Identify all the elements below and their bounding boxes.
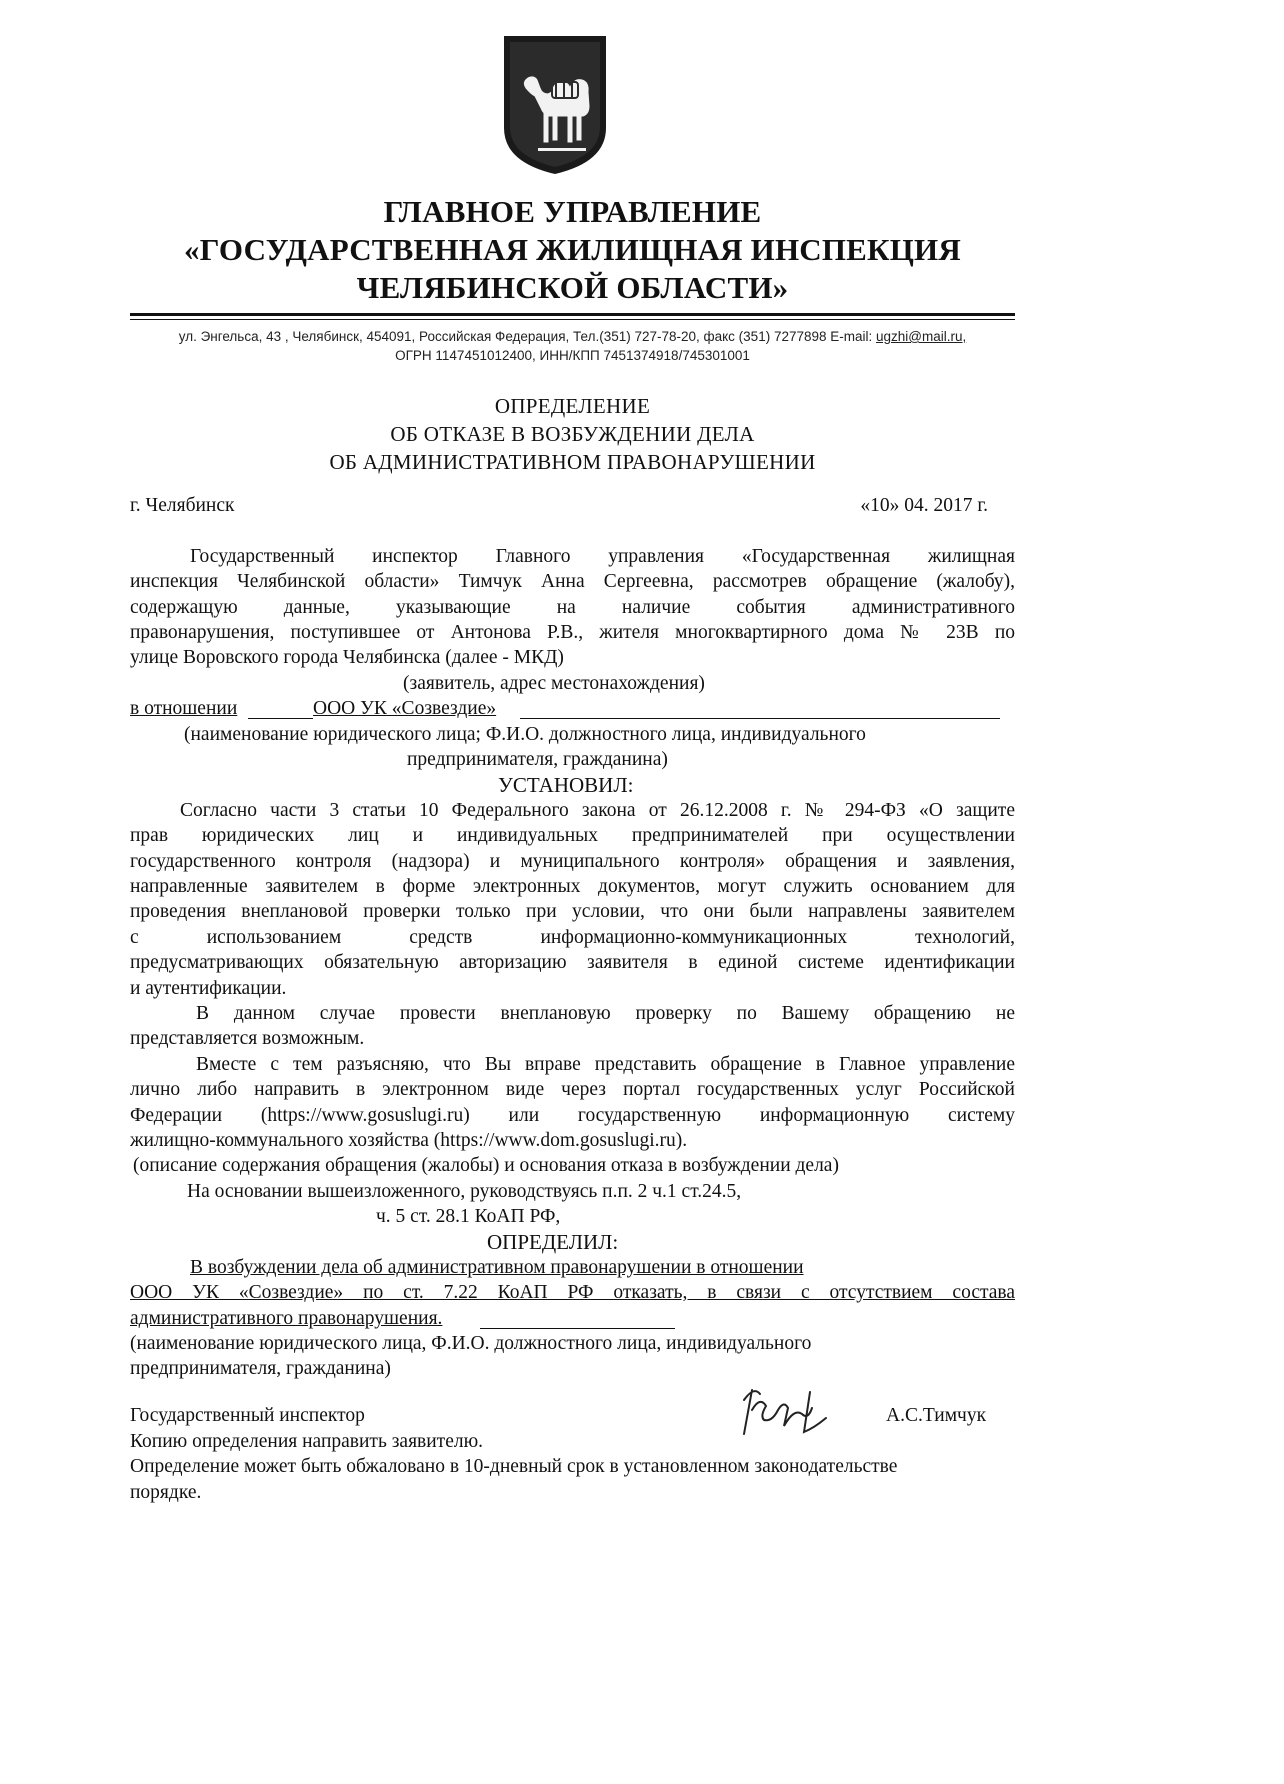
hint-applicant: (заявитель, адрес местонахождения) bbox=[403, 673, 705, 694]
para1-line-5: проведения внеплановой проверки только при условии, что они были направлены заявителем bbox=[130, 901, 1015, 922]
para1-line-6: с использованием средств информационно-коммуникационных технологий, bbox=[130, 927, 1015, 948]
contacts-line-1 bbox=[130, 327, 1015, 346]
decision-line-3: административного правонарушения. bbox=[130, 1308, 443, 1329]
regarding-value: ООО УК «Созвездие» bbox=[313, 698, 497, 719]
hint-entity2-line-1: (наименование юридического лица, Ф.И.О. должностного лица, индивидуального bbox=[130, 1333, 812, 1354]
address-text: ул. Энгельса, 43 , Челябинск, 454091, Российская Федерация, Тел.(351) 727-78-20, факс (351) 7277898 E-mail: bbox=[178, 329, 877, 344]
coat-of-arms-emblem bbox=[498, 30, 612, 178]
document-title-line-2: ОБ ОТКАЗЕ В ВОЗБУЖДЕНИИ ДЕЛА bbox=[390, 422, 755, 446]
email-link[interactable]: ugzhi@mail.ru, bbox=[876, 329, 967, 344]
appeal-line-2: порядке. bbox=[130, 1482, 202, 1503]
intro-line-5: улице Воровского города Челябинска (далее - МКД) bbox=[130, 647, 564, 668]
fill-line bbox=[480, 1328, 675, 1329]
agency-title-line-2: «ГОСУДАРСТВЕННАЯ ЖИЛИЩНАЯ ИНСПЕКЦИЯ bbox=[184, 232, 961, 267]
para2-line-2: представляется возможным. bbox=[130, 1028, 365, 1049]
para1-line-3: государственного контроля (надзора) и муниципального контроля» обращения и заявления, bbox=[130, 851, 1015, 872]
appeal-line-1: Определение может быть обжаловано в 10-дневный срок в установленном законодательстве bbox=[130, 1456, 898, 1477]
contacts-line-2: ОГРН 1147451012400, ИНН/КПП 7451374918/745301001 bbox=[395, 348, 750, 363]
fill-line bbox=[520, 718, 1000, 719]
regarding-label: в отношении bbox=[130, 698, 238, 719]
header-rule-thin bbox=[130, 319, 1015, 320]
para3-line-2: лично либо направить в электронном виде через портал государственных услуг Российской bbox=[130, 1079, 1015, 1100]
agency-title-line-3: ЧЕЛЯБИНСКОЙ ОБЛАСТИ» bbox=[356, 270, 789, 305]
hint-entity2-line-2: предпринимателя, гражданина) bbox=[130, 1358, 391, 1379]
handwritten-signature bbox=[730, 1382, 850, 1442]
decision-line-2: ООО УК «Созвездие» по ст. 7.22 КоАП РФ отказать, в связи с отсутствием состава bbox=[130, 1282, 1015, 1303]
agency-title-line-1: ГЛАВНОЕ УПРАВЛЕНИЕ bbox=[383, 194, 762, 229]
contacts-block bbox=[130, 327, 1015, 365]
agency-title bbox=[130, 193, 1015, 307]
determined-heading: ОПРЕДЕЛИЛ: bbox=[487, 1230, 619, 1254]
signer-title: Государственный инспектор bbox=[130, 1405, 365, 1426]
document-title-line-1: ОПРЕДЕЛЕНИЕ bbox=[494, 394, 651, 418]
para1-line-1: Согласно части 3 статьи 10 Федерального закона от 26.12.2008 г. № 294-ФЗ «О защите bbox=[180, 800, 1015, 821]
para3-line-3: Федерации (https://www.gosuslugi.ru) или государственную информационную систему bbox=[130, 1105, 1015, 1126]
intro-line-1: Государственный инспектор Главного управления «Государственная жилищная bbox=[190, 546, 1015, 567]
hint-entity-line-2: предпринимателя, гражданина) bbox=[407, 749, 668, 770]
fill-line bbox=[248, 718, 313, 719]
intro-line-2: инспекция Челябинской области» Тимчук Анна Сергеевна, рассмотрев обращение (жалобу), bbox=[130, 571, 1015, 592]
basis-line-2: ч. 5 ст. 28.1 КоАП РФ, bbox=[376, 1206, 561, 1227]
para1-line-4: направленные заявителем в форме электронных документов, могут служить основанием для bbox=[130, 876, 1015, 897]
city: г. Челябинск bbox=[130, 495, 235, 516]
document-title-line-3: ОБ АДМИНИСТРАТИВНОМ ПРАВОНАРУШЕНИИ bbox=[329, 450, 816, 474]
para2-line-1: В данном случае провести внеплановую проверку по Вашему обращению не bbox=[196, 1003, 1015, 1024]
para3-line-1: Вместе с тем разъясняю, что Вы вправе представить обращение в Главное управление bbox=[196, 1054, 1015, 1075]
intro-line-3: содержащую данные, указывающие на наличие события административного bbox=[130, 597, 1015, 618]
established-heading: УСТАНОВИЛ: bbox=[498, 773, 634, 797]
intro-line-4: правонарушения, поступившее от Антонова Р.В., жителя многоквартирного дома № 23В по bbox=[130, 622, 1015, 643]
para1-line-2: прав юридических лиц и индивидуальных предпринимателей при осуществлении bbox=[130, 825, 1015, 846]
document-title bbox=[130, 392, 1015, 476]
hint-entity-line-1: (наименование юридического лица; Ф.И.О. должностного лица, индивидуального bbox=[184, 724, 866, 745]
signer-name: А.С.Тимчук bbox=[886, 1405, 987, 1426]
copy-note: Копию определения направить заявителю. bbox=[130, 1431, 484, 1452]
header-rule-thick bbox=[130, 313, 1015, 316]
para3-line-4: жилищно-коммунального хозяйства (https://www.dom.gosuslugi.ru). bbox=[130, 1130, 688, 1151]
para1-line-8: и аутентификации. bbox=[130, 978, 287, 999]
para1-line-7: предусматривающих обязательную авторизацию заявителя в единой системе идентификации bbox=[130, 952, 1015, 973]
decision-line-1: В возбуждении дела об административном правонарушении в отношении bbox=[190, 1257, 804, 1278]
basis-line-1: На основании вышеизложенного, руководствуясь п.п. 2 ч.1 ст.24.5, bbox=[187, 1181, 742, 1202]
hint-description: (описание содержания обращения (жалобы) и основания отказа в возбуждении дела) bbox=[133, 1155, 839, 1176]
document-date: «10» 04. 2017 г. bbox=[860, 495, 988, 516]
